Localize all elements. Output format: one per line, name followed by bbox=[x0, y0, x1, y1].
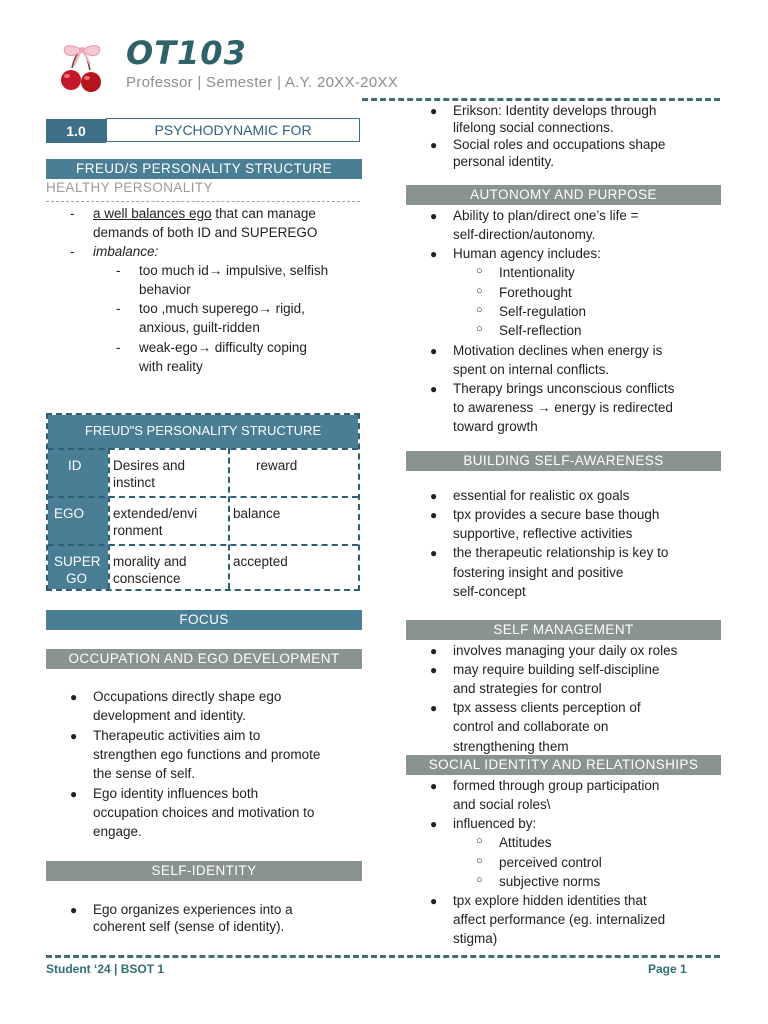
bullet: ● bbox=[430, 644, 438, 658]
influence-item: perceived control bbox=[499, 855, 602, 870]
self-mgmt-line: control and collaborate on bbox=[453, 719, 609, 734]
self-management-bar: SELF MANAGEMENT bbox=[406, 620, 721, 640]
awareness-line: tpx provides a secure base though bbox=[453, 507, 660, 522]
bullet: ● bbox=[430, 779, 438, 793]
circle-bullet: ○ bbox=[476, 874, 483, 886]
table-row-head-ego: EGO bbox=[54, 506, 85, 521]
autonomy-bar: AUTONOMY AND PURPOSE bbox=[406, 185, 721, 205]
table-rule bbox=[108, 448, 110, 589]
table-cell: reward bbox=[256, 458, 298, 473]
bullet: ● bbox=[70, 690, 78, 704]
healthy-divider bbox=[46, 201, 360, 202]
imbalance-3a: weak-ego→ difficulty coping bbox=[139, 340, 307, 355]
autonomy-line: spent on internal conflicts. bbox=[453, 362, 610, 377]
self-mgmt-line: tpx assess clients perception of bbox=[453, 700, 641, 715]
table-cell: conscience bbox=[113, 571, 181, 586]
self-mgmt-line: may require building self-discipline bbox=[453, 662, 660, 677]
bullet: ● bbox=[430, 344, 438, 358]
table-row-head-id: ID bbox=[68, 458, 82, 473]
autonomy-line: Motivation declines when energy is bbox=[453, 343, 663, 358]
circle-bullet: ○ bbox=[476, 835, 483, 847]
page-number: Page 1 bbox=[648, 962, 687, 976]
social-identity-bar: SOCIAL IDENTITY AND RELATIONSHIPS bbox=[406, 755, 721, 775]
influence-item: subjective norms bbox=[499, 874, 601, 889]
awareness-line: essential for realistic ox goals bbox=[453, 488, 630, 503]
table-cell: instinct bbox=[113, 475, 156, 490]
table-rule bbox=[48, 448, 358, 450]
awareness-line: supportive, reflective activities bbox=[453, 526, 633, 541]
imbalance-1a: too much id→ impulsive, selfish bbox=[139, 263, 329, 278]
circle-bullet: ○ bbox=[476, 304, 483, 316]
self-id-line: coherent self (sense of identity). bbox=[93, 919, 285, 934]
social-line: affect performance (eg. internalized bbox=[453, 912, 666, 927]
self-mgmt-line: strengthening them bbox=[453, 739, 569, 754]
social-line: and social roles\ bbox=[453, 797, 551, 812]
agency-item: Intentionality bbox=[499, 265, 575, 280]
influence-item: Attitudes bbox=[499, 835, 552, 850]
awareness-line: self-concept bbox=[453, 584, 526, 599]
autonomy-line: to awareness → energy is redirected bbox=[453, 400, 673, 415]
course-code: OT103 bbox=[126, 34, 247, 72]
social-line: formed through group participation bbox=[453, 778, 660, 793]
bullet: ● bbox=[430, 489, 438, 503]
healthy-underlined: a well balances ego bbox=[93, 206, 212, 221]
agency-item: Forethought bbox=[499, 285, 572, 300]
bullet: ● bbox=[430, 247, 438, 261]
occupation-ego-bar: OCCUPATION AND EGO DEVELOPMENT bbox=[46, 649, 362, 669]
social-roles-line: personal identity. bbox=[453, 154, 555, 169]
self-mgmt-line: and strategies for control bbox=[453, 681, 602, 696]
erikson-line: lifelong social connections. bbox=[453, 120, 614, 135]
occ-line: strengthen ego functions and promote bbox=[93, 747, 321, 762]
healthy-line-2: demands of both ID and SUPEREGO bbox=[93, 225, 318, 240]
footer-divider bbox=[46, 955, 720, 958]
circle-bullet: ○ bbox=[476, 323, 483, 335]
erikson-line: Erikson: Identity develops through bbox=[453, 103, 657, 118]
awareness-line: the therapeutic relationship is key to bbox=[453, 545, 669, 560]
circle-bullet: ○ bbox=[476, 855, 483, 867]
table-rule bbox=[228, 448, 230, 589]
imbalance-2a: too ,much superego→ rigid, bbox=[139, 301, 305, 316]
self-mgmt-line: involves managing your daily ox roles bbox=[453, 643, 678, 658]
dash-bullet: - bbox=[70, 206, 75, 221]
imbalance-3b: with reality bbox=[139, 359, 203, 374]
bullet: ● bbox=[430, 138, 438, 152]
imbalance-label: imbalance: bbox=[93, 244, 159, 259]
occ-line: Occupations directly shape ego bbox=[93, 689, 282, 704]
dash-bullet: - bbox=[70, 244, 75, 259]
bullet: ● bbox=[70, 787, 78, 801]
autonomy-line: Ability to plan/direct one’s life = bbox=[453, 208, 639, 223]
occ-line: the sense of self. bbox=[93, 766, 196, 781]
healthy-rest: that can manage bbox=[211, 206, 316, 221]
social-line: influenced by: bbox=[453, 816, 537, 831]
bullet: ● bbox=[430, 701, 438, 715]
autonomy-line: self-direction/autonomy. bbox=[453, 227, 596, 242]
social-line: tpx explore hidden identities that bbox=[453, 893, 647, 908]
healthy-line-1 bbox=[93, 204, 363, 223]
bullet: ● bbox=[430, 209, 438, 223]
circle-bullet: ○ bbox=[476, 285, 483, 297]
course-subtitle: Professor | Semester | A.Y. 20XX-20XX bbox=[126, 74, 399, 91]
bullet: ● bbox=[70, 729, 78, 743]
table-row-head-superego-2: GO bbox=[66, 571, 88, 586]
table-cell: accepted bbox=[233, 554, 288, 569]
bullet: ● bbox=[430, 382, 438, 396]
social-roles-line: Social roles and occupations shape bbox=[453, 137, 666, 152]
autonomy-line: toward growth bbox=[453, 419, 538, 434]
table-cell: Desires and bbox=[113, 458, 186, 473]
self-id-line: Ego organizes experiences into a bbox=[93, 902, 293, 917]
circle-bullet: ○ bbox=[476, 265, 483, 277]
table-cell: balance bbox=[233, 506, 281, 521]
agency-item: Self-regulation bbox=[499, 304, 587, 319]
bullet: ● bbox=[430, 104, 438, 118]
healthy-personality-label: HEALTHY PERSONALITY bbox=[46, 180, 213, 195]
self-identity-bar: SELF-IDENTITY bbox=[46, 861, 362, 881]
section-number: 1.0 bbox=[46, 119, 106, 143]
imbalance-1b: behavior bbox=[139, 282, 191, 297]
awareness-line: fostering insight and positive bbox=[453, 565, 624, 580]
autonomy-line: Therapy brings unconscious conflicts bbox=[453, 381, 675, 396]
autonomy-line: Human agency includes: bbox=[453, 246, 601, 261]
dash-bullet: - bbox=[116, 340, 121, 355]
table-cell: ronment bbox=[113, 523, 163, 538]
table-row-head-superego: SUPER bbox=[54, 554, 101, 569]
freud-structure-bar: FREUD/S PERSONALITY STRUCTURE bbox=[46, 159, 362, 179]
footer-student: Student ‘24 | BSOT 1 bbox=[46, 962, 165, 976]
bullet: ● bbox=[70, 903, 78, 917]
occ-line: development and identity. bbox=[93, 708, 246, 723]
table-title: FREUD"S PERSONALITY STRUCTURE bbox=[84, 423, 322, 438]
bullet: ● bbox=[430, 546, 438, 560]
bullet: ● bbox=[430, 894, 438, 908]
bullet: ● bbox=[430, 663, 438, 677]
occ-line: engage. bbox=[93, 824, 142, 839]
bullet: ● bbox=[430, 817, 438, 831]
table-rule bbox=[48, 496, 358, 498]
occ-line: occupation choices and motivation to bbox=[93, 805, 315, 820]
bullet: ● bbox=[430, 508, 438, 522]
table-rule bbox=[48, 544, 358, 546]
focus-bar: FOCUS bbox=[46, 610, 362, 630]
dash-bullet: - bbox=[116, 263, 121, 278]
table-cell: morality and bbox=[113, 554, 187, 569]
imbalance-2b: anxious, guilt-ridden bbox=[139, 320, 260, 335]
self-awareness-bar: BUILDING SELF-AWARENESS bbox=[406, 451, 721, 471]
freud-structure-table bbox=[46, 413, 360, 591]
dash-bullet: - bbox=[116, 301, 121, 316]
occ-line: Ego identity influences both bbox=[93, 786, 259, 801]
social-line: stigma) bbox=[453, 931, 498, 946]
table-cell: extended/envi bbox=[113, 506, 198, 521]
agency-item: Self-reflection bbox=[499, 323, 582, 338]
cherry-bow-icon bbox=[52, 40, 110, 96]
occ-line: Therapeutic activities aim to bbox=[93, 728, 261, 743]
section-title: PSYCHODYNAMIC FOR bbox=[106, 118, 360, 142]
